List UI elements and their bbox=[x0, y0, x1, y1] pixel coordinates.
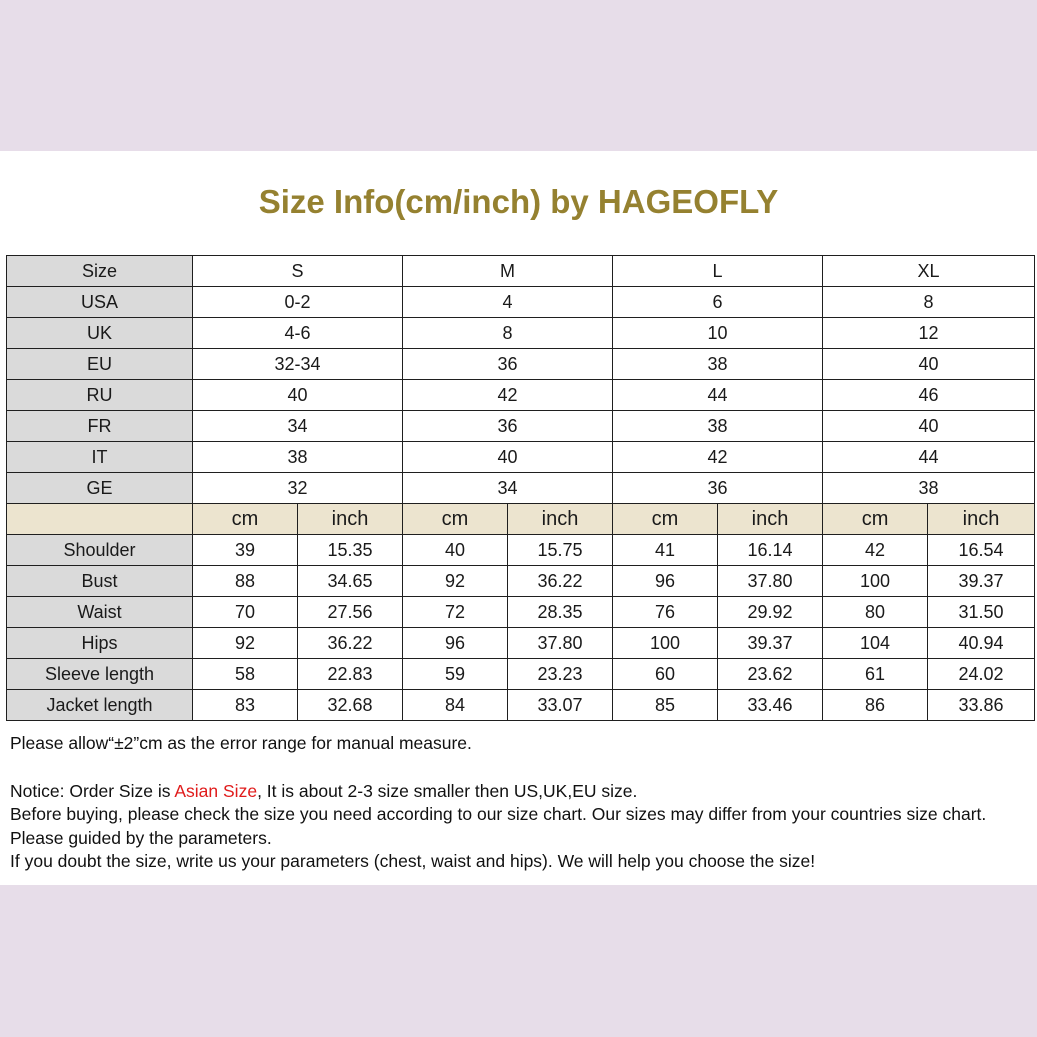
size-header-label: Size bbox=[7, 256, 193, 287]
table-cell: 96 bbox=[403, 628, 508, 659]
unit-cm: cm bbox=[823, 504, 928, 535]
table-cell: 36 bbox=[403, 349, 613, 380]
table-cell: 100 bbox=[613, 628, 718, 659]
table-cell: 104 bbox=[823, 628, 928, 659]
measurement-row bbox=[7, 535, 1035, 566]
unit-header-row bbox=[7, 504, 1035, 535]
table-cell: 22.83 bbox=[298, 659, 403, 690]
table-cell: 31.50 bbox=[928, 597, 1035, 628]
table-cell: 36 bbox=[403, 411, 613, 442]
doubt-note: If you doubt the size, write us your parameters (chest, waist and hips). We will help you choose the size! bbox=[10, 851, 816, 871]
row-label: RU bbox=[7, 380, 193, 411]
unit-inch: inch bbox=[928, 504, 1035, 535]
bottom-background-band bbox=[0, 885, 1037, 1037]
table-cell: 15.75 bbox=[508, 535, 613, 566]
table-cell: 33.86 bbox=[928, 690, 1035, 721]
row-label: Shoulder bbox=[7, 535, 193, 566]
table-cell: 39 bbox=[193, 535, 298, 566]
table-cell: 38 bbox=[823, 473, 1035, 504]
conversion-row-ru bbox=[7, 380, 1035, 411]
table-cell: 61 bbox=[823, 659, 928, 690]
notice-prefix: Notice: Order Size is bbox=[10, 780, 175, 801]
table-cell: 37.80 bbox=[508, 628, 613, 659]
row-label: Sleeve length bbox=[7, 659, 193, 690]
chart-title: Size Info(cm/inch) by HAGEOFLY bbox=[258, 183, 779, 220]
table-cell: 34.65 bbox=[298, 566, 403, 597]
row-label: Waist bbox=[7, 597, 193, 628]
unit-cm: cm bbox=[613, 504, 718, 535]
table-cell: 40.94 bbox=[928, 628, 1035, 659]
unit-cm: cm bbox=[403, 504, 508, 535]
table-cell: 38 bbox=[613, 411, 823, 442]
row-label: FR bbox=[7, 411, 193, 442]
measurement-row bbox=[7, 690, 1035, 721]
table-cell: 33.46 bbox=[718, 690, 823, 721]
table-cell: 16.54 bbox=[928, 535, 1035, 566]
table-cell: 39.37 bbox=[718, 628, 823, 659]
table-cell: 84 bbox=[403, 690, 508, 721]
table-cell: 29.92 bbox=[718, 597, 823, 628]
table-cell: 72 bbox=[403, 597, 508, 628]
table-cell: 46 bbox=[823, 380, 1035, 411]
table-cell: 42 bbox=[403, 380, 613, 411]
measurement-row bbox=[7, 566, 1035, 597]
table-cell: 70 bbox=[193, 597, 298, 628]
measurement-row bbox=[7, 628, 1035, 659]
table-cell: 27.56 bbox=[298, 597, 403, 628]
row-label: Hips bbox=[7, 628, 193, 659]
conversion-row-eu bbox=[7, 349, 1035, 380]
table-cell: 38 bbox=[193, 442, 403, 473]
table-cell: 28.35 bbox=[508, 597, 613, 628]
table-cell: 12 bbox=[823, 318, 1035, 349]
table-cell: 16.14 bbox=[718, 535, 823, 566]
table-cell: 4-6 bbox=[193, 318, 403, 349]
size-l: L bbox=[613, 256, 823, 287]
row-label: USA bbox=[7, 287, 193, 318]
table-cell: 80 bbox=[823, 597, 928, 628]
conversion-row-usa bbox=[7, 287, 1035, 318]
error-range-note: Please allow“±2”cm as the error range for manual measure. bbox=[10, 733, 472, 753]
table-cell: 92 bbox=[193, 628, 298, 659]
table-cell: 32-34 bbox=[193, 349, 403, 380]
size-header-row bbox=[7, 256, 1035, 287]
notice-line bbox=[10, 780, 1030, 804]
notice-suffix: , It is about 2-3 size smaller then US,UK,EU size. bbox=[257, 780, 638, 801]
conversion-row-uk bbox=[7, 318, 1035, 349]
unit-cm: cm bbox=[193, 504, 298, 535]
table-cell: 96 bbox=[613, 566, 718, 597]
row-label: Bust bbox=[7, 566, 193, 597]
measurement-row bbox=[7, 659, 1035, 690]
table-cell: 85 bbox=[613, 690, 718, 721]
table-cell: 8 bbox=[823, 287, 1035, 318]
table-cell: 33.07 bbox=[508, 690, 613, 721]
asian-size-highlight: Asian Size bbox=[174, 780, 258, 801]
table-cell: 42 bbox=[613, 442, 823, 473]
row-label: GE bbox=[7, 473, 193, 504]
table-cell: 6 bbox=[613, 287, 823, 318]
table-cell: 88 bbox=[193, 566, 298, 597]
table-cell: 10 bbox=[613, 318, 823, 349]
table-cell: 76 bbox=[613, 597, 718, 628]
table-cell: 44 bbox=[823, 442, 1035, 473]
row-label: UK bbox=[7, 318, 193, 349]
table-cell: 36 bbox=[613, 473, 823, 504]
size-s: S bbox=[193, 256, 403, 287]
unit-inch: inch bbox=[718, 504, 823, 535]
unit-row-blank bbox=[7, 504, 193, 535]
table-cell: 32.68 bbox=[298, 690, 403, 721]
table-cell: 23.62 bbox=[718, 659, 823, 690]
measurement-row bbox=[7, 597, 1035, 628]
table-cell: 59 bbox=[403, 659, 508, 690]
table-cell: 40 bbox=[823, 411, 1035, 442]
size-xl: XL bbox=[823, 256, 1035, 287]
table-cell: 8 bbox=[403, 318, 613, 349]
table-cell: 40 bbox=[403, 442, 613, 473]
table-cell: 36.22 bbox=[508, 566, 613, 597]
conversion-row-it bbox=[7, 442, 1035, 473]
table-cell: 4 bbox=[403, 287, 613, 318]
table-cell: 38 bbox=[613, 349, 823, 380]
table-cell: 40 bbox=[193, 380, 403, 411]
table-cell: 40 bbox=[403, 535, 508, 566]
size-table bbox=[6, 255, 1035, 721]
table-cell: 37.80 bbox=[718, 566, 823, 597]
size-m: M bbox=[403, 256, 613, 287]
table-cell: 41 bbox=[613, 535, 718, 566]
table-cell: 83 bbox=[193, 690, 298, 721]
conversion-row-ge bbox=[7, 473, 1035, 504]
row-label: EU bbox=[7, 349, 193, 380]
table-cell: 40 bbox=[823, 349, 1035, 380]
table-cell: 39.37 bbox=[928, 566, 1035, 597]
table-cell: 92 bbox=[403, 566, 508, 597]
unit-inch: inch bbox=[298, 504, 403, 535]
unit-inch: inch bbox=[508, 504, 613, 535]
table-cell: 60 bbox=[613, 659, 718, 690]
table-cell: 24.02 bbox=[928, 659, 1035, 690]
conversion-row-fr bbox=[7, 411, 1035, 442]
table-cell: 32 bbox=[193, 473, 403, 504]
row-label: Jacket length bbox=[7, 690, 193, 721]
table-cell: 36.22 bbox=[298, 628, 403, 659]
table-cell: 0-2 bbox=[193, 287, 403, 318]
top-background-band bbox=[0, 0, 1037, 151]
table-cell: 23.23 bbox=[508, 659, 613, 690]
table-cell: 44 bbox=[613, 380, 823, 411]
size-notes bbox=[10, 732, 1030, 874]
table-cell: 58 bbox=[193, 659, 298, 690]
before-buying-note: Before buying, please check the size you need according to our size chart. Our sizes may differ from your countries size chart. Please guided by the parameters. bbox=[10, 804, 987, 848]
table-cell: 15.35 bbox=[298, 535, 403, 566]
table-cell: 86 bbox=[823, 690, 928, 721]
table-cell: 100 bbox=[823, 566, 928, 597]
row-label: IT bbox=[7, 442, 193, 473]
table-cell: 42 bbox=[823, 535, 928, 566]
table-cell: 34 bbox=[403, 473, 613, 504]
table-cell: 34 bbox=[193, 411, 403, 442]
